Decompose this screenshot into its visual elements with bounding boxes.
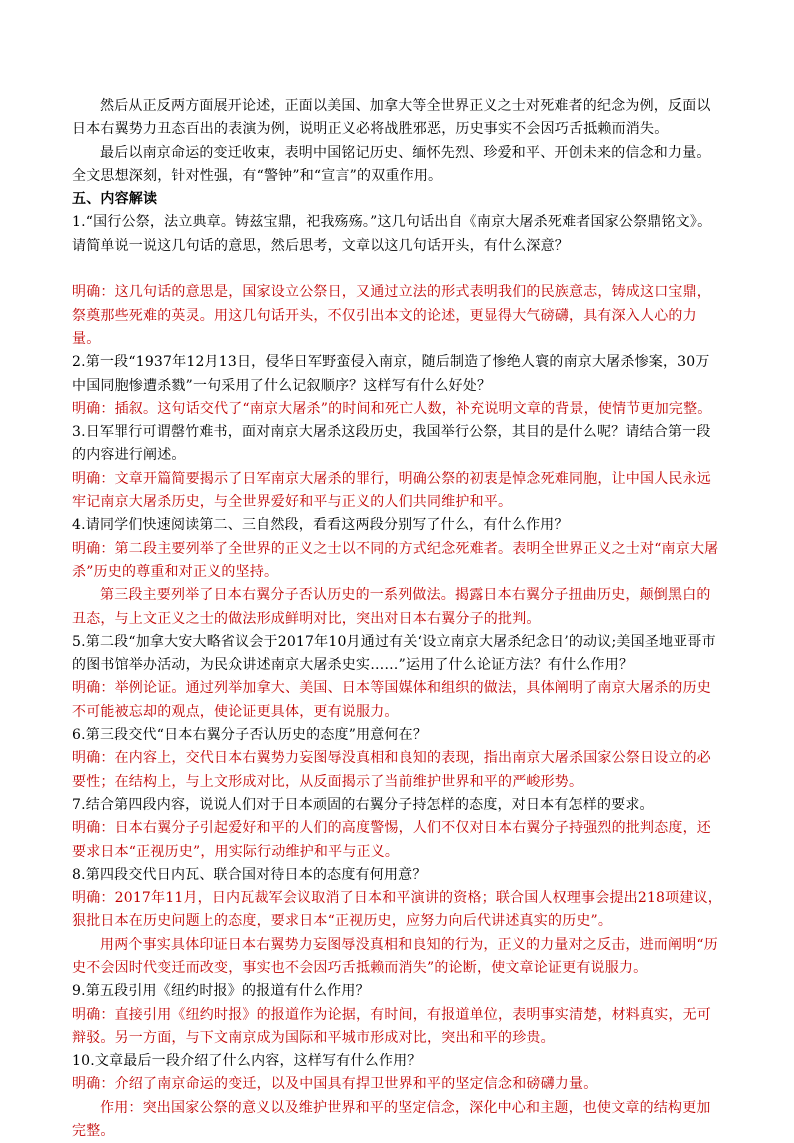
answer-2: 明确：插叙。这句话交代了“南京大屠杀”的时间和死亡人数，补充说明文章的背景，使情节更加完整。 [72,400,712,417]
question-7: 7.结合第四段内容，说说人们对于日本顽固的右翼分子持怎样的态度，对日本有怎样的要求。 [72,796,654,813]
document-page [72,95,722,1143]
question-9: 9.第五段引用《纽约时报》的报道有什么作用？ [72,983,370,1000]
question-5: 5.第二段“加拿大安大略省议会于2017年10月通过有关‘设立南京大屠杀纪念日’的动议;美国圣地亚哥市的图书馆举办活动，为民众讲述南京大屠杀史实……”运用了什么论证方法？有什么作用？ [72,633,716,674]
section-heading: 五、内容解读 [72,191,158,208]
answer-7: 明确：日本右翼分子引起爱好和平的人们的高度警惕，人们不仅对日本右翼分子持强烈的批判态度，还要求日本“正视历史”，用实际行动维护和平与正义。 [72,820,711,860]
blank-line [72,258,722,281]
answer-6: 明确：在内容上，交代日本右翼势力妄图辱没真相和良知的表现，指出南京大屠杀国家公祭日设立的必要性；在结构上，与上文形成对比，从反面揭示了当前维护世界和平的严峻形势。 [72,750,711,790]
answer-4: 明确：第二段主要列举了全世界的正义之士以不同的方式纪念死难者。表明全世界正义之士对“南京大屠杀”历史的尊重和对正义的坚持。 [72,540,719,580]
answer-8: 明确：2017年11月，日内瓦裁军会议取消了日本和平演讲的资格；联合国人权理事会提出218项建议，狠批日本在历史问题上的态度，要求日本“正视历史，应努力向后代讲述真实的历史”。 [72,890,722,930]
question-6: 6.第三段交代“日本右翼分子否认历史的态度”用意何在？ [72,727,428,744]
answer-4-continued: 第三段主要列举了日本右翼分子否认历史的一系列做法。揭露日本右翼分子扭曲历史，颠倒黑白的丑态，与上文正义之士的做法形成鲜明对比，突出对日本右翼分子的批判。 [72,587,711,627]
answer-1: 明确：这几句话的意思是，国家设立公祭日，又通过立法的形式表明我们的民族意志，铸成这口宝鼎，祭奠那些死难的英灵。用这几句话开头，不仅引出本文的论述，更显得大气磅礴，具有深入人心的力量。 [72,284,711,347]
intro-paragraph-2: 最后以南京命运的变迁收束，表明中国铭记历史、缅怀先烈、珍爱和平、开创未来的信念和力量。全文思想深刻，针对性强，有“警钟”和“宣言”的双重作用。 [72,144,711,184]
question-8: 8.第四段交代日内瓦、联合国对待日本的态度有何用意？ [72,866,427,883]
answer-9: 明确：直接引用《纽约时报》的报道作为论据，有时间，有报道单位，表明事实清楚，材料真实，无可辩驳。另一方面，与下文南京成为国际和平城市形成对比，突出和平的珍贵。 [72,1006,711,1046]
intro-paragraph-1: 然后从正反两方面展开论述，正面以美国、加拿大等全世界正义之士对死难者的纪念为例，反面以日本右翼势力丑态百出的表演为例，说明正义必将战胜邪恶，历史事实不会因巧舌抵赖而消失。 [72,98,711,138]
question-1: 1.“国行公祭，法立典章。铸兹宝鼎，祀我殇殇。”这几句话出自《南京大屠杀死难者国家公祭鼎铭文》。请简单说一说这几句话的意思，然后思考，文章以这几句话开头，有什么深意？ [72,214,712,254]
answer-10-continued: 作用：突出国家公祭的意义以及维护世界和平的坚定信念，深化中心和主题，也使文章的结构更加完整。 [72,1099,711,1140]
answer-5: 明确：举例论证。通过列举加拿大、美国、日本等国媒体和组织的做法，具体阐明了南京大屠杀的历史不可能被忘却的观点，使论证更具体，更有说服力。 [72,680,711,720]
question-2: 2.第一段“1937年12月13日，侵华日军野蛮侵入南京，随后制造了惨绝人寰的南京大屠杀惨案，30万中国同胞惨遭杀戮”一句采用了什么记叙顺序？这样写有什么好处？ [72,354,710,394]
question-4: 4.请同学们快速阅读第二、三自然段，看看这两段分别写了什么，有什么作用？ [72,517,569,534]
answer-10: 明确：介绍了南京命运的变迁，以及中国具有捍卫世界和平的坚定信念和磅礴力量。 [72,1076,598,1093]
answer-3: 明确：文章开篇简要揭示了日军南京大屠杀的罪行，明确公祭的初衷是悼念死难同胞，让中国人民永远牢记南京大屠杀历史，与全世界爱好和平与正义的人们共同维护和平。 [72,470,711,511]
question-3: 3.日军罪行可谓罄竹难书，面对南京大屠杀这段历史，我国举行公祭，其目的是什么呢？请结合第一段的内容进行阐述。 [72,424,711,464]
question-10: 10.文章最后一段介绍了什么内容，这样写有什么作用？ [72,1053,422,1070]
answer-8-continued: 用两个事实具体印证日本右翼势力妄图辱没真相和良知的行为，正义的力量对之反击，进而阐明“历史不会因时代变迁而改变，事实也不会因巧舌抵赖而消失”的论断，使文章论证更有说服力。 [72,936,718,976]
